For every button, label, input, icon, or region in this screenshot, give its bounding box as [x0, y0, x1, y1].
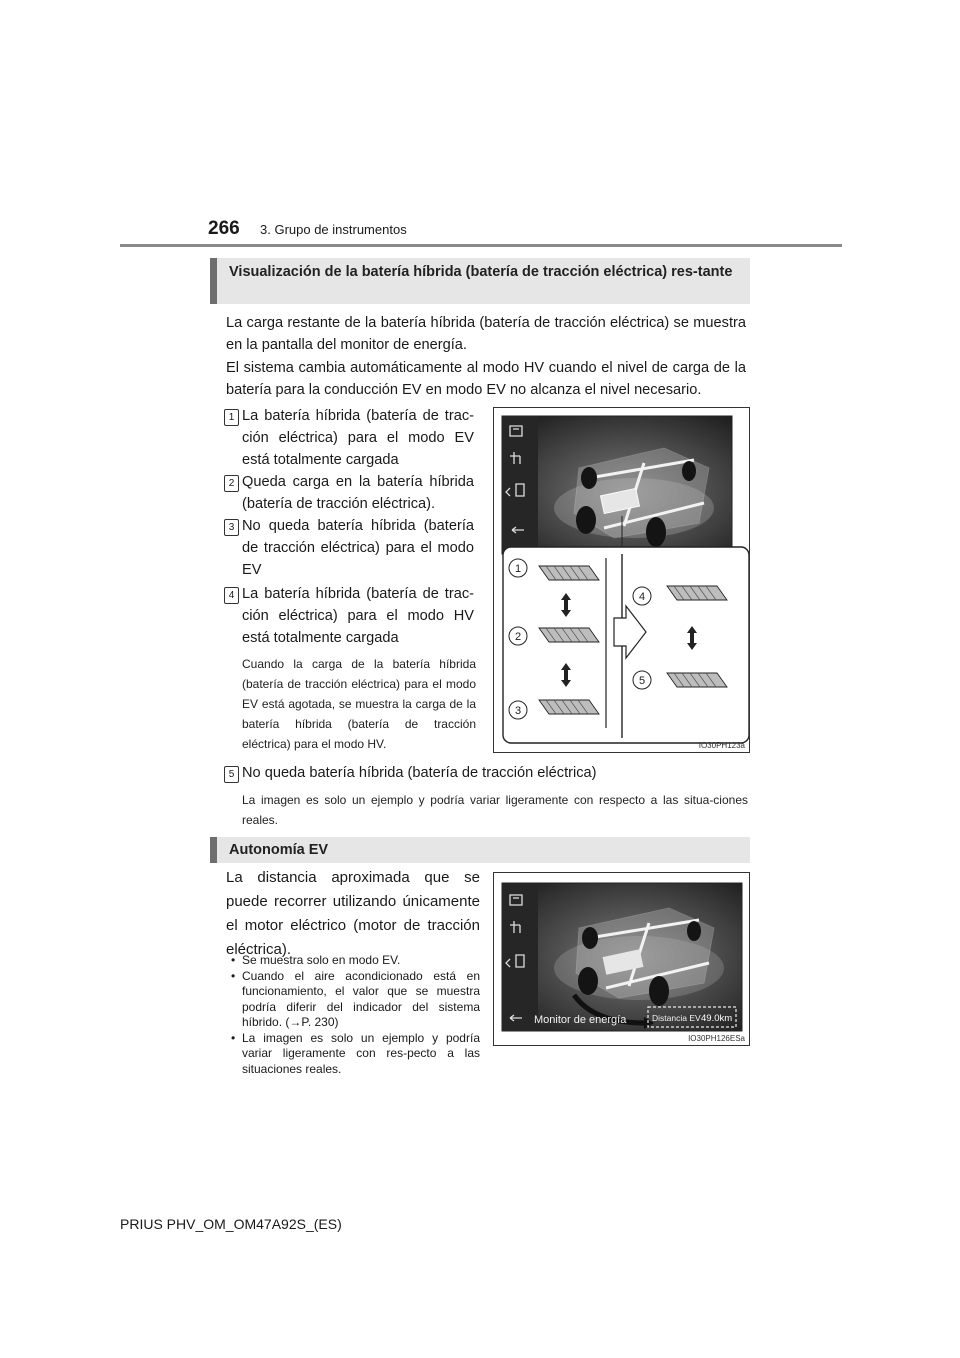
item-number-badge: 2 — [224, 475, 239, 492]
ev-range-paragraph: La distancia aproximada que se puede recorrer utilizando únicamente el motor eléctrico (motor de tracción eléctrica). — [226, 869, 480, 958]
item-text: La batería híbrida (batería de trac-ción eléctrica) para el modo EV está totalmente cargada — [242, 408, 474, 468]
bullet-item: • La imagen es solo un ejemplo y podría variar ligeramente con res-pecto a las situaciones reales. — [226, 1031, 480, 1078]
figure-label-3: 3 — [514, 705, 522, 717]
mode-switch-paragraph: El sistema cambia automáticamente al modo HV cuando el nivel de carga de la batería para la conducción EV en modo EV no alcanza el nivel necesario. — [226, 360, 746, 398]
item-text: No queda batería híbrida (batería de tracción eléctrica) para el modo EV — [242, 518, 474, 578]
figure-label-2: 2 — [514, 631, 522, 643]
item-text: No queda batería híbrida (batería de tracción eléctrica) — [242, 765, 597, 781]
bullet-item: • Cuando el aire acondicionado está en funcionamiento, el valor que se muestra podría diferir del indicador del sistema híbrido. (→P. 230) — [226, 969, 480, 1031]
ev-range-figure — [493, 872, 750, 1046]
figure-label-1: 1 — [514, 563, 522, 575]
bullet-item: • Se muestra solo en modo EV. — [226, 953, 480, 969]
ev-distance-value: 49.0km — [701, 1013, 733, 1024]
footer-document-code: PRIUS PHV_OM_OM47A92S_(ES) — [120, 1216, 342, 1232]
item-text: La batería híbrida (batería de trac-ción eléctrica) para el modo HV está totalmente cargada — [242, 586, 474, 646]
item-number-badge: 4 — [224, 587, 239, 604]
section-heading-ev-range: Autonomía EV — [210, 837, 750, 863]
intro-paragraph: La carga restante de la batería híbrida (batería de tracción eléctrica) se muestra en la pantalla del monitor de energía. — [226, 315, 746, 353]
energy-monitor-screen — [494, 873, 749, 1045]
battery-figure — [493, 407, 750, 753]
section-heading-battery: Visualización de la batería híbrida (batería de tracción eléctrica) res-tante — [210, 258, 750, 304]
list-item — [228, 762, 762, 784]
ev-range-notes — [226, 953, 480, 1077]
battery-illustration — [494, 408, 749, 752]
header-rule — [120, 244, 842, 247]
figure-label-4: 4 — [638, 591, 646, 603]
screen-title: Monitor de energía — [534, 1014, 627, 1026]
item-number-badge: 3 — [224, 519, 239, 536]
list-item — [228, 471, 474, 515]
page-number: 266 — [208, 218, 240, 239]
list-item — [228, 583, 474, 649]
item4-note: Cuando la carga de la batería híbrida (batería de tracción eléctrica) para el modo EV está agotada, se muestra la carga de la batería híbrida (batería de tracción eléctrica) para el modo HV. — [242, 657, 476, 751]
list-item — [228, 515, 474, 581]
item-number-badge: 1 — [224, 409, 239, 426]
figure-code: IO30PH123a — [698, 741, 745, 750]
figure-label-5: 5 — [638, 675, 646, 687]
item-number-badge: 5 — [224, 766, 239, 783]
chapter-title: 3. Grupo de instrumentos — [260, 222, 407, 237]
item-text: Queda carga en la batería híbrida (batería de tracción eléctrica). — [242, 474, 474, 512]
figure-code: IO30PH126ESa — [688, 1034, 745, 1043]
ev-distance-label: Distancia EV — [652, 1013, 701, 1023]
list-item — [228, 405, 474, 471]
image-disclaimer: La imagen es solo un ejemplo y podría variar ligeramente con respecto a las situa-ciones reales. — [242, 793, 748, 827]
